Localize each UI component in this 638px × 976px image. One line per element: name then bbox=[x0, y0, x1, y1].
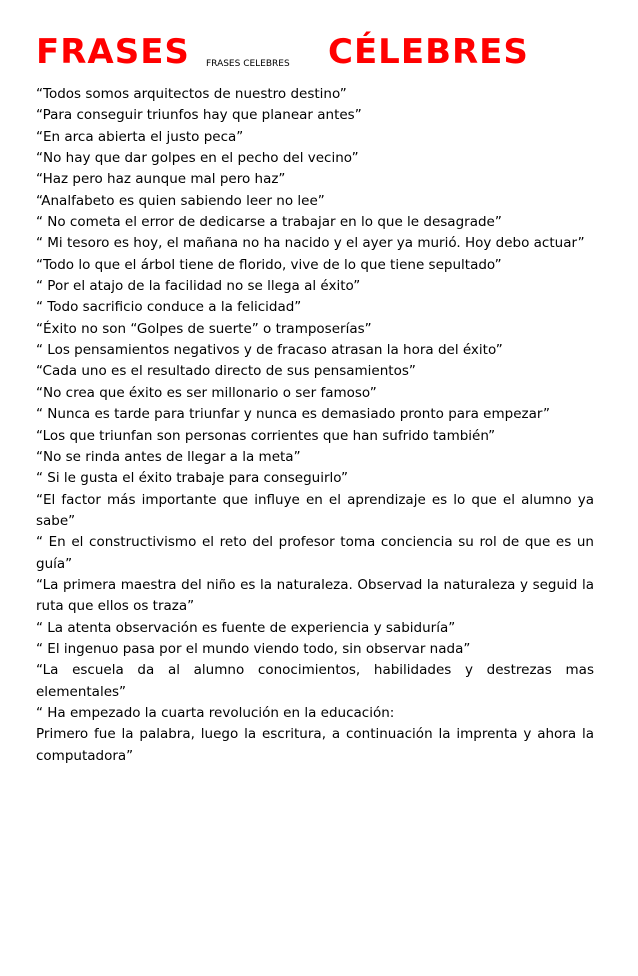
quote-item: “ Nunca es tarde para triunfar y nunca es demasiado pronto para empezar” bbox=[36, 406, 550, 423]
quote-item: “No crea que éxito es ser millonario o ser famoso” bbox=[36, 384, 377, 401]
quote-item: “Cada uno es el resultado directo de sus pensamientos” bbox=[36, 363, 416, 380]
quote-list bbox=[36, 84, 594, 767]
quote-item: “ Los pensamientos negativos y de fracaso atrasan la hora del éxito” bbox=[36, 342, 503, 359]
quote-item: “ Mi tesoro es hoy, el mañana no ha nacido y el ayer ya murió. Hoy debo actuar” bbox=[36, 235, 585, 252]
quote-item: “Todos somos arquitectos de nuestro destino” bbox=[36, 86, 347, 102]
quote-item: “ Todo sacrificio conduce a la felicidad” bbox=[36, 299, 302, 316]
document-title bbox=[36, 30, 606, 86]
quote-item: “La primera maestra del niño es la naturaleza. Observad la naturaleza y seguid la ruta que ellos os traza” bbox=[36, 576, 594, 615]
quote-item: “Analfabeto es quien sabiendo leer no lee” bbox=[36, 192, 325, 209]
quote-item: “No hay que dar golpes en el pecho del vecino” bbox=[36, 150, 359, 167]
quote-item: “ Por el atajo de la facilidad no se llega al éxito” bbox=[36, 278, 361, 295]
quote-item: “ La atenta observación es fuente de experiencia y sabiduría” bbox=[36, 619, 456, 636]
title-word-celebres: CÉLEBRES bbox=[328, 32, 529, 72]
quote-item: “El factor más importante que influye en el aprendizaje es lo que el alumno ya sabe” bbox=[36, 491, 594, 529]
quote-item: “ Si le gusta el éxito trabaje para conseguirlo” bbox=[36, 470, 349, 487]
quote-item: “Todo lo que el árbol tiene de florido, vive de lo que tiene sepultado” bbox=[36, 256, 502, 273]
quote-item: “ Ha empezado la cuarta revolución en la educación: bbox=[36, 704, 395, 721]
quote-item: “ En el constructivismo el reto del profesor toma conciencia su rol de que es un guía” bbox=[36, 534, 594, 572]
quote-item: “Haz pero haz aunque mal pero haz” bbox=[36, 171, 286, 188]
quote-item: Primero fue la palabra, luego la escritura, a continuación la imprenta y ahora la computadora” bbox=[36, 726, 594, 764]
title-word-frases: FRASES bbox=[36, 32, 190, 72]
quote-item: “ No cometa el error de dedicarse a trabajar en lo que le desagrade” bbox=[36, 214, 502, 231]
quote-item: “Los que triunfan son personas corrientes que han sufrido también” bbox=[36, 427, 496, 444]
title-small-label: FRASES CELEBRES bbox=[206, 59, 290, 69]
quote-item: “Para conseguir triunfos hay que planear antes” bbox=[36, 107, 362, 124]
quote-item: “La escuela da al alumno conocimientos, habilidades y destrezas mas elementales” bbox=[36, 662, 594, 700]
quote-item: “En arca abierta el justo peca” bbox=[36, 128, 244, 145]
quote-item: “ El ingenuo pasa por el mundo viendo todo, sin observar nada” bbox=[36, 640, 471, 657]
quote-item: “Éxito no son “Golpes de suerte” o tramposerías” bbox=[36, 320, 372, 337]
quote-item: “No se rinda antes de llegar a la meta” bbox=[36, 448, 301, 465]
